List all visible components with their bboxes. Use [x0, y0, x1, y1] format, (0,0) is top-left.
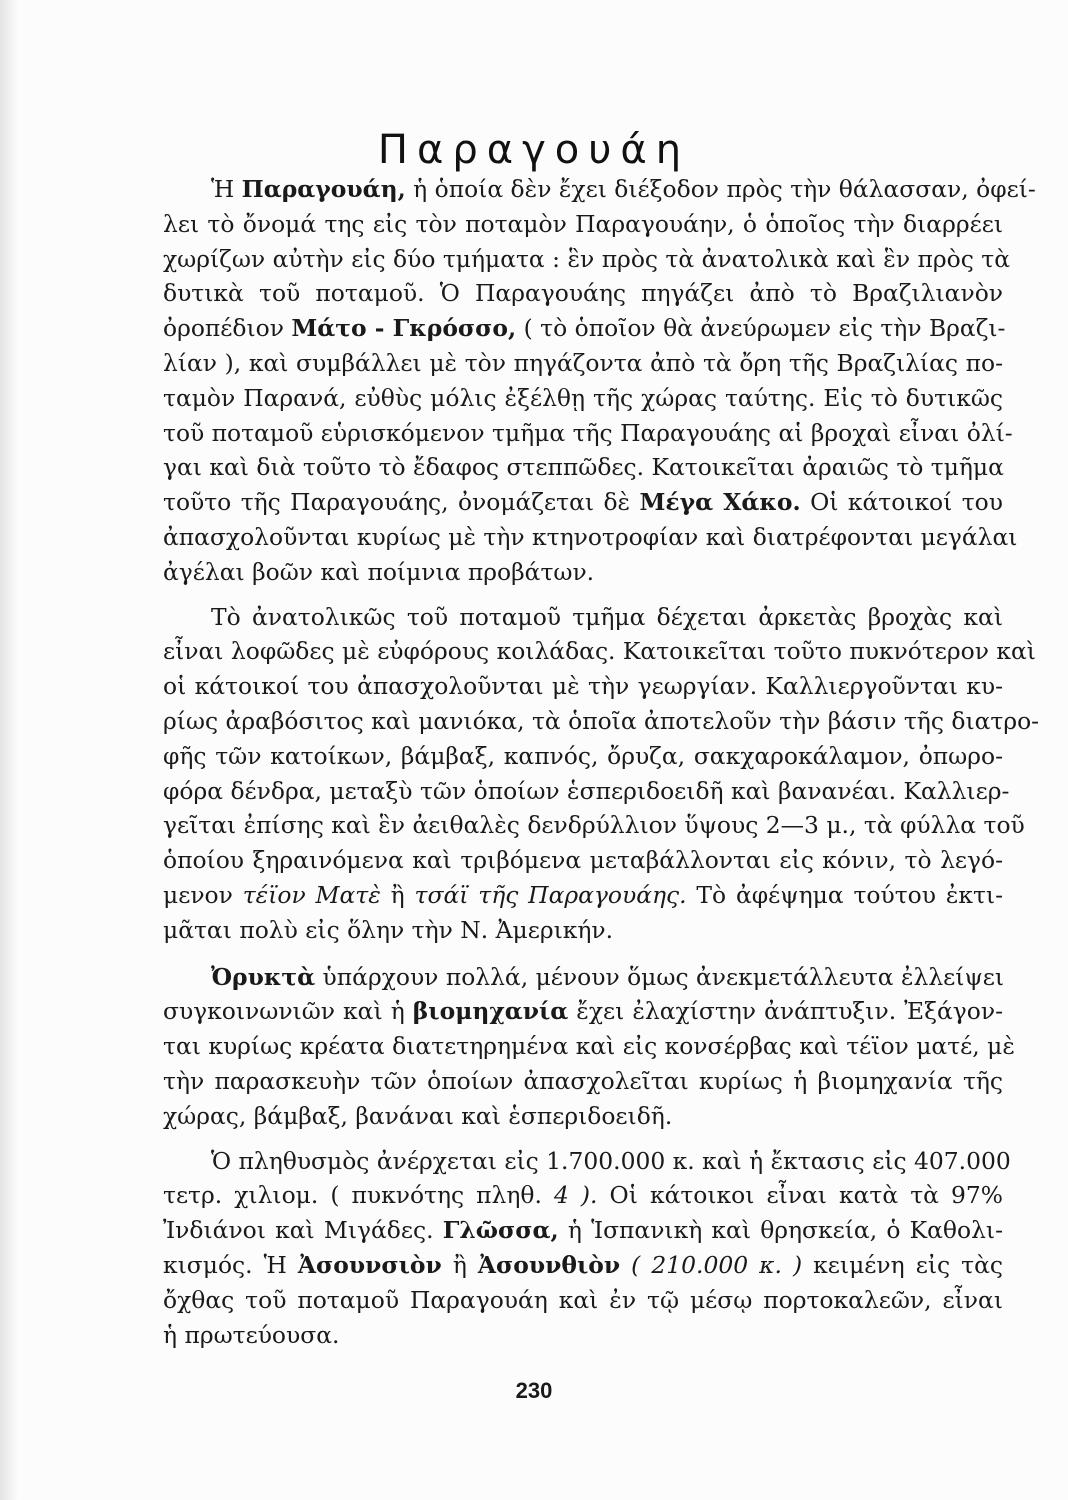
bold-term: βιομηχανία	[412, 997, 569, 1026]
text-line: λίαν ), καὶ συμβάλλει μὲ τὸν πηγάζοντα ἀπὸ τὰ ὄρη τῆς Βραζιλίας πο-	[163, 348, 1003, 377]
italic-term: τσάϊ τῆς Παραγουάης.	[414, 880, 687, 909]
text-line: οἱ κάτοικοί του ἀπασχολοῦνται μὲ τὴν γεωργίαν. Καλλιεργοῦνται κυ-	[163, 672, 1003, 701]
text-line: τετρ. χιλιομ. ( πυκνότης πληθ. 4 ). Οἱ κάτοικοι εἶναι κατὰ τὰ 97%	[163, 1181, 1004, 1210]
bold-term: Ἀσουνσιὸν	[297, 1250, 442, 1279]
text-line: κισμός. Ἡ Ἀσουνσιὸν ἢ Ἀσουνθιὸν ( 210.000 κ. ) κειμένη εἰς τὰς	[163, 1250, 1003, 1279]
text-line: Τὸ ἀνατολικῶς τοῦ ποταμοῦ τμῆμα δέχεται ἀρκετὰς βροχὰς καὶ	[211, 602, 1003, 631]
text-line: ἀπασχολοῦνται κυρίως μὲ τὴν κτηνοτροφίαν καὶ διατρέφονται μεγάλαι	[163, 522, 1018, 551]
italic-term: τέϊον Ματὲ	[242, 880, 381, 909]
bold-term: Παραγουάη,	[241, 175, 406, 203]
page-number: 230	[515, 1378, 553, 1403]
text-line: φῆς τῶν κατοίκων, βάμβαξ, καπνός, ὄρυζα, σακχαροκάλαμον, ὀπωρο-	[163, 741, 1003, 770]
text-line: ὄχθας τοῦ ποταμοῦ Παραγουάη καὶ ἐν τῷ μέσῳ πορτοκαλεῶν, εἶναι	[163, 1285, 1003, 1314]
italic-term: 4 ).	[553, 1181, 598, 1210]
bold-term: Ὀρυκτὰ	[211, 962, 316, 991]
bold-term: Μέγα Χάκο.	[639, 488, 801, 517]
text-line: τὴν παρασκευὴν τῶν ὁποίων ἀπασχολεῖται κυρίως ἡ βιομηχανία τῆς	[163, 1066, 1003, 1095]
text-line: ταμὸν Παρανά, εὐθὺς μόλις ἐξέλθῃ τῆς χώρας ταύτης. Εἰς τὸ δυτικῶς	[163, 383, 1003, 412]
text-line: Ἡ Παραγουάη, ἡ ὁποία δὲν ἔχει διέξοδον πρὸς τὴν θάλασσαν, ὀφεί-	[211, 175, 1036, 203]
text-line: ται κυρίως κρέατα διατετηρημένα καὶ εἰς κονσέρβας καὶ τέϊον ματέ, μὲ	[163, 1032, 1015, 1061]
text-line: Ὀρυκτὰ ὑπάρχουν πολλά, μένουν ὅμως ἀνεκμετάλλευτα ἐλλείψει	[211, 962, 1005, 991]
text-line: Ἰνδιάνοι καὶ Μιγάδες. Γλῶσσα, ἡ Ἱσπανικὴ καὶ θρησκεία, ὁ Καθολι-	[163, 1216, 1003, 1245]
bold-term: Γλῶσσα,	[442, 1216, 559, 1245]
scan-shadow	[0, 0, 18, 1500]
text-line: χωρίζων αὐτὴν εἰς δύο τμήματα : ἓν πρὸς τὰ ἀνατολικὰ καὶ ἓν πρὸς τὰ	[163, 244, 1010, 273]
paragraph-1	[163, 172, 1036, 590]
text-line: μᾶται πολὺ εἰς ὅλην τὴν Ν. Ἀμερικήν.	[163, 915, 614, 944]
bold-term: Ἀσουνθιὸν	[477, 1250, 621, 1279]
text-line: μενον τέϊον Ματὲ ἢ τσάϊ τῆς Παραγουάης. Τὸ ἀφέψημα τούτου ἐκτι-	[163, 880, 1004, 909]
text-line: φόρα δένδρα, μεταξὺ τῶν ὁποίων ἑσπεριδοειδῆ καὶ βανανέαι. Καλλιερ-	[163, 776, 1010, 805]
italic-term: ( 210.000 κ. )	[620, 1250, 803, 1279]
text-line: λει τὸ ὄνομά της εἰς τὸν ποταμὸν Παραγουάην, ὁ ὁποῖος τὴν διαρρέει	[163, 209, 1003, 238]
text-line: Ὁ πληθυσμὸς ἀνέρχεται εἰς 1.700.000 κ. καὶ ἡ ἔκτασις εἰς 407.000	[211, 1146, 1011, 1175]
paragraph-2	[163, 600, 1040, 948]
paragraph-4	[163, 1144, 1011, 1353]
text-line: γαι καὶ διὰ τοῦτο τὸ ἔδαφος στεππῶδες. Κατοικεῖται ἀραιῶς τὸ τμῆμα	[163, 453, 1004, 482]
text-line: ὁποίου ξηραινόμενα καὶ τριβόμενα μεταβάλλονται εἰς κόνιν, τὸ λεγό-	[163, 846, 1003, 875]
text-line: ἀγέλαι βοῶν καὶ ποίμνια προβάτων.	[163, 557, 595, 586]
text-line: τοῦ ποταμοῦ εὑρισκόμενον τμῆμα τῆς Παραγουάης αἱ βροχαὶ εἶναι ὀλί-	[163, 418, 1013, 447]
text-line: ρίως ἀραβόσιτος καὶ μανιόκα, τὰ ὁποῖα ἀποτελοῦν τὴν βάσιν τῆς διατρο-	[163, 706, 1040, 735]
text-line: εἶναι λοφῶδες μὲ εὐφόρους κοιλάδας. Κατοικεῖται τοῦτο πυκνότερον καὶ	[163, 637, 1036, 666]
text-line: τοῦτο τῆς Παραγουάης, ὀνομάζεται δὲ Μέγα Χάκο. Οἱ κάτοικοί του	[163, 488, 1003, 517]
text-line: συγκοινωνιῶν καὶ ἡ βιομηχανία ἔχει ἐλαχίστην ἀνάπτυξιν. Ἐξάγον-	[163, 997, 1003, 1026]
bold-term: Μάτο - Γκρόσσο,	[291, 314, 517, 343]
body-text	[163, 172, 1040, 1352]
text-line: ἡ πρωτεύουσα.	[163, 1320, 340, 1349]
text-line: δυτικὰ τοῦ ποταμοῦ. Ὁ Παραγουάης πηγάζει ἀπὸ τὸ Βραζιλιανὸν	[163, 279, 1003, 308]
text-line: ὀροπέδιον Μάτο - Γκρόσσο, ( τὸ ὁποῖον θὰ ἀνεύρωμεν εἰς τὴν Βραζι-	[163, 314, 1006, 343]
text-line: χώρας, βάμβαξ, βανάναι καὶ ἑσπεριδοειδῆ.	[163, 1101, 673, 1130]
paragraph-3	[163, 960, 1015, 1134]
page-title: Παραγουάη	[377, 126, 691, 173]
text-line: γεῖται ἐπίσης καὶ ἓν ἀειθαλὲς δενδρύλλιον ὕψους 2—3 μ., τὰ φύλλα τοῦ	[163, 811, 1025, 840]
